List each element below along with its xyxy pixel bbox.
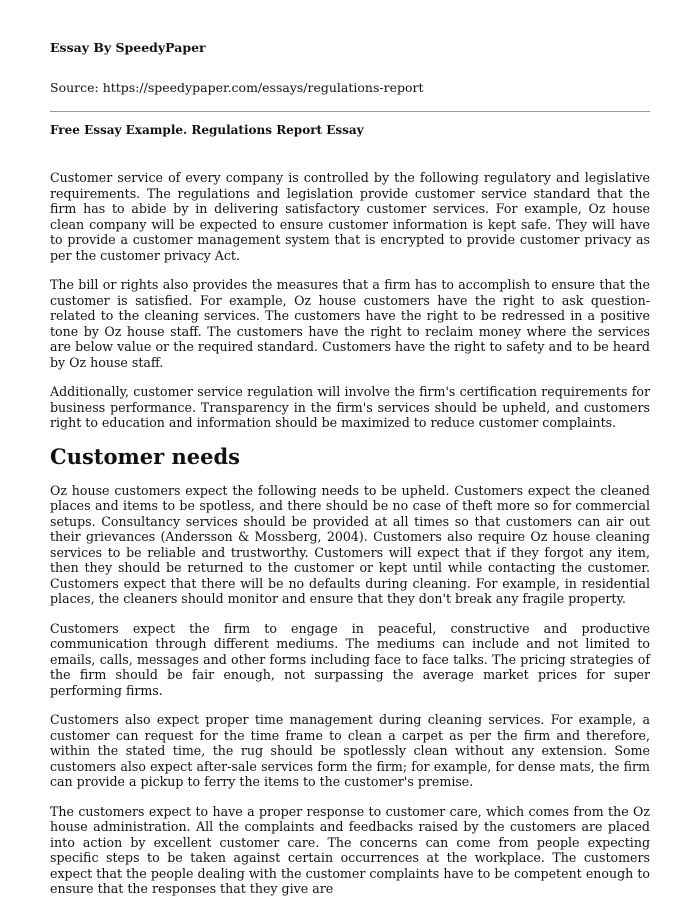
body-paragraph: The bill or rights also provides the measures that a firm has to accomplish to ensure that the customer is satisfied. For example, Oz house customers have the right to ask question-related to the cleaning services. The customers have the right to be redressed in a positive tone by Oz house staff. The customers have the right to reclaim money where the services are below value or the required standard. Customers have the right to safety and to be heard by Oz house staff. (50, 277, 650, 370)
body-paragraph: The customers expect to have a proper response to customer care, which comes from the Oz house administration. All the complaints and feedbacks raised by the customers are placed into action by excellent customer care. The concerns can come from people expecting specific steps to be taken against certain occurrences at the workplace. The customers expect that the people dealing with the customer complaints have to be competent enough to ensure that the responses that they give are (50, 803, 650, 896)
header-divider (50, 111, 650, 112)
body-paragraph: Oz house customers expect the following needs to be upheld. Customers expect the cleaned places and items to be spotless, and there should be no case of theft more so for commercial setups. Consultancy services should be provided at all times so that customers can air out their grievances (Andersson & Mossberg, 2004). Customers also require Oz house cleaning services to be reliable and trustworthy. Customers will expect that if they forgot any item, then they should be returned to the customer or kept until while contacting the customer. Customers expect that there will be no defaults during cleaning. For example, in residential places, the cleaners should monitor and ensure that they don't break any fragile property. (50, 482, 650, 606)
source-line: Source: https://speedypaper.com/essays/regulations-report (50, 80, 424, 95)
section-heading: Customer needs (50, 443, 240, 469)
document-body (50, 170, 650, 911)
body-paragraph: Customer service of every company is controlled by the following regulatory and legislative requirements. The regulations and legislation provide customer service standard that the firm has to abide by in delivering satisfactory customer services. For example, Oz house clean company will be expected to ensure customer information is kept safe. They will have to provide a customer management system that is encrypted to provide customer privacy as per the customer privacy Act. (50, 170, 650, 263)
document-header (50, 40, 650, 95)
body-paragraph: Additionally, customer service regulation will involve the firm's certification requirements for business performance. Transparency in the firm's services should be upheld, and customers right to education and information should be maximized to reduce customer complaints. (50, 384, 650, 430)
site-title: Essay By SpeedyPaper (50, 40, 206, 55)
body-paragraph: Customers also expect proper time management during cleaning services. For example, a customer can request for the time frame to clean a carpet as per the firm and therefore, within the stated time, the rug should be spotlessly clean without any extension. Some customers also expect after-sale services form the firm; for example, for dense mats, the firm can provide a pickup to ferry the items to the customer's premise. (50, 712, 650, 789)
document-title: Free Essay Example. Regulations Report Essay (50, 123, 364, 137)
body-paragraph: Customers expect the firm to engage in peaceful, constructive and productive communication through different mediums. The mediums can include and not limited to emails, calls, messages and other forms including face to face talks. The pricing strategies of the firm should be fair enough, not surpassing the average market prices for super performing firms. (50, 620, 650, 698)
